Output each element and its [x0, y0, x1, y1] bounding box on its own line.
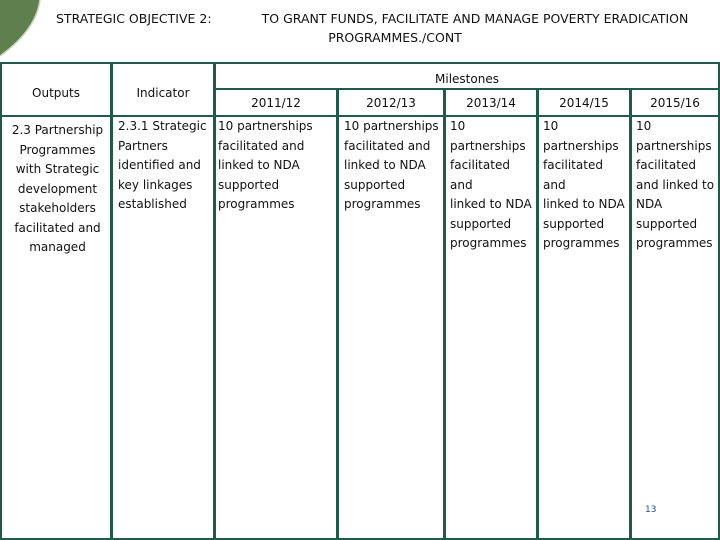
output-cell: 2.3 Partnership Programmes with Strategic development stakeholders facilitated and managed	[2, 117, 110, 538]
milestones-table	[0, 62, 720, 540]
objective-text-line1: TO GRANT FUNDS, FACILITATE AND MANAGE POVERTY ERADICATION	[261, 11, 689, 26]
outputs-header-label: Outputs	[32, 86, 80, 100]
milestone-cell-2013-14: 10 partnerships facilitated and linked to NDA supported programmes	[446, 117, 536, 538]
milestones-header-label: Milestones	[435, 72, 499, 86]
milestone-cell-2011-12: 10 partnerships facilitated and linked to NDA supported programmes	[216, 117, 336, 538]
outputs-header	[2, 64, 110, 115]
milestone-cell-2014-15: 10 partnerships facilitated and linked to NDA supported programmes	[539, 117, 629, 538]
year-header-2014-15: 2014/15	[539, 90, 629, 115]
year-header-2011-12: 2011/12	[216, 90, 336, 115]
objective-text-line2: PROGRAMMES./CONT	[328, 30, 462, 45]
year-header-2012-13: 2012/13	[339, 90, 443, 115]
indicator-header	[113, 64, 213, 115]
objective-label: STRATEGIC OBJECTIVE 2:	[56, 11, 212, 26]
objective-text	[232, 9, 718, 47]
indicator-header-label: Indicator	[136, 86, 190, 100]
milestone-cell-2012-13: 10 partnerships facilitated and linked to NDA supported programmes	[339, 117, 443, 538]
corner-decoration	[0, 0, 48, 60]
page-number: 13	[645, 505, 657, 515]
indicator-cell: 2.3.1 Strategic Partners identified and key linkages established	[113, 117, 213, 538]
milestone-cell-2015-16: 10 partnerships facilitated and linked to NDA supported programmes	[632, 117, 718, 538]
year-header-2015-16: 2015/16	[632, 90, 718, 115]
year-header-2013-14: 2013/14	[446, 90, 536, 115]
milestones-header	[216, 64, 718, 88]
